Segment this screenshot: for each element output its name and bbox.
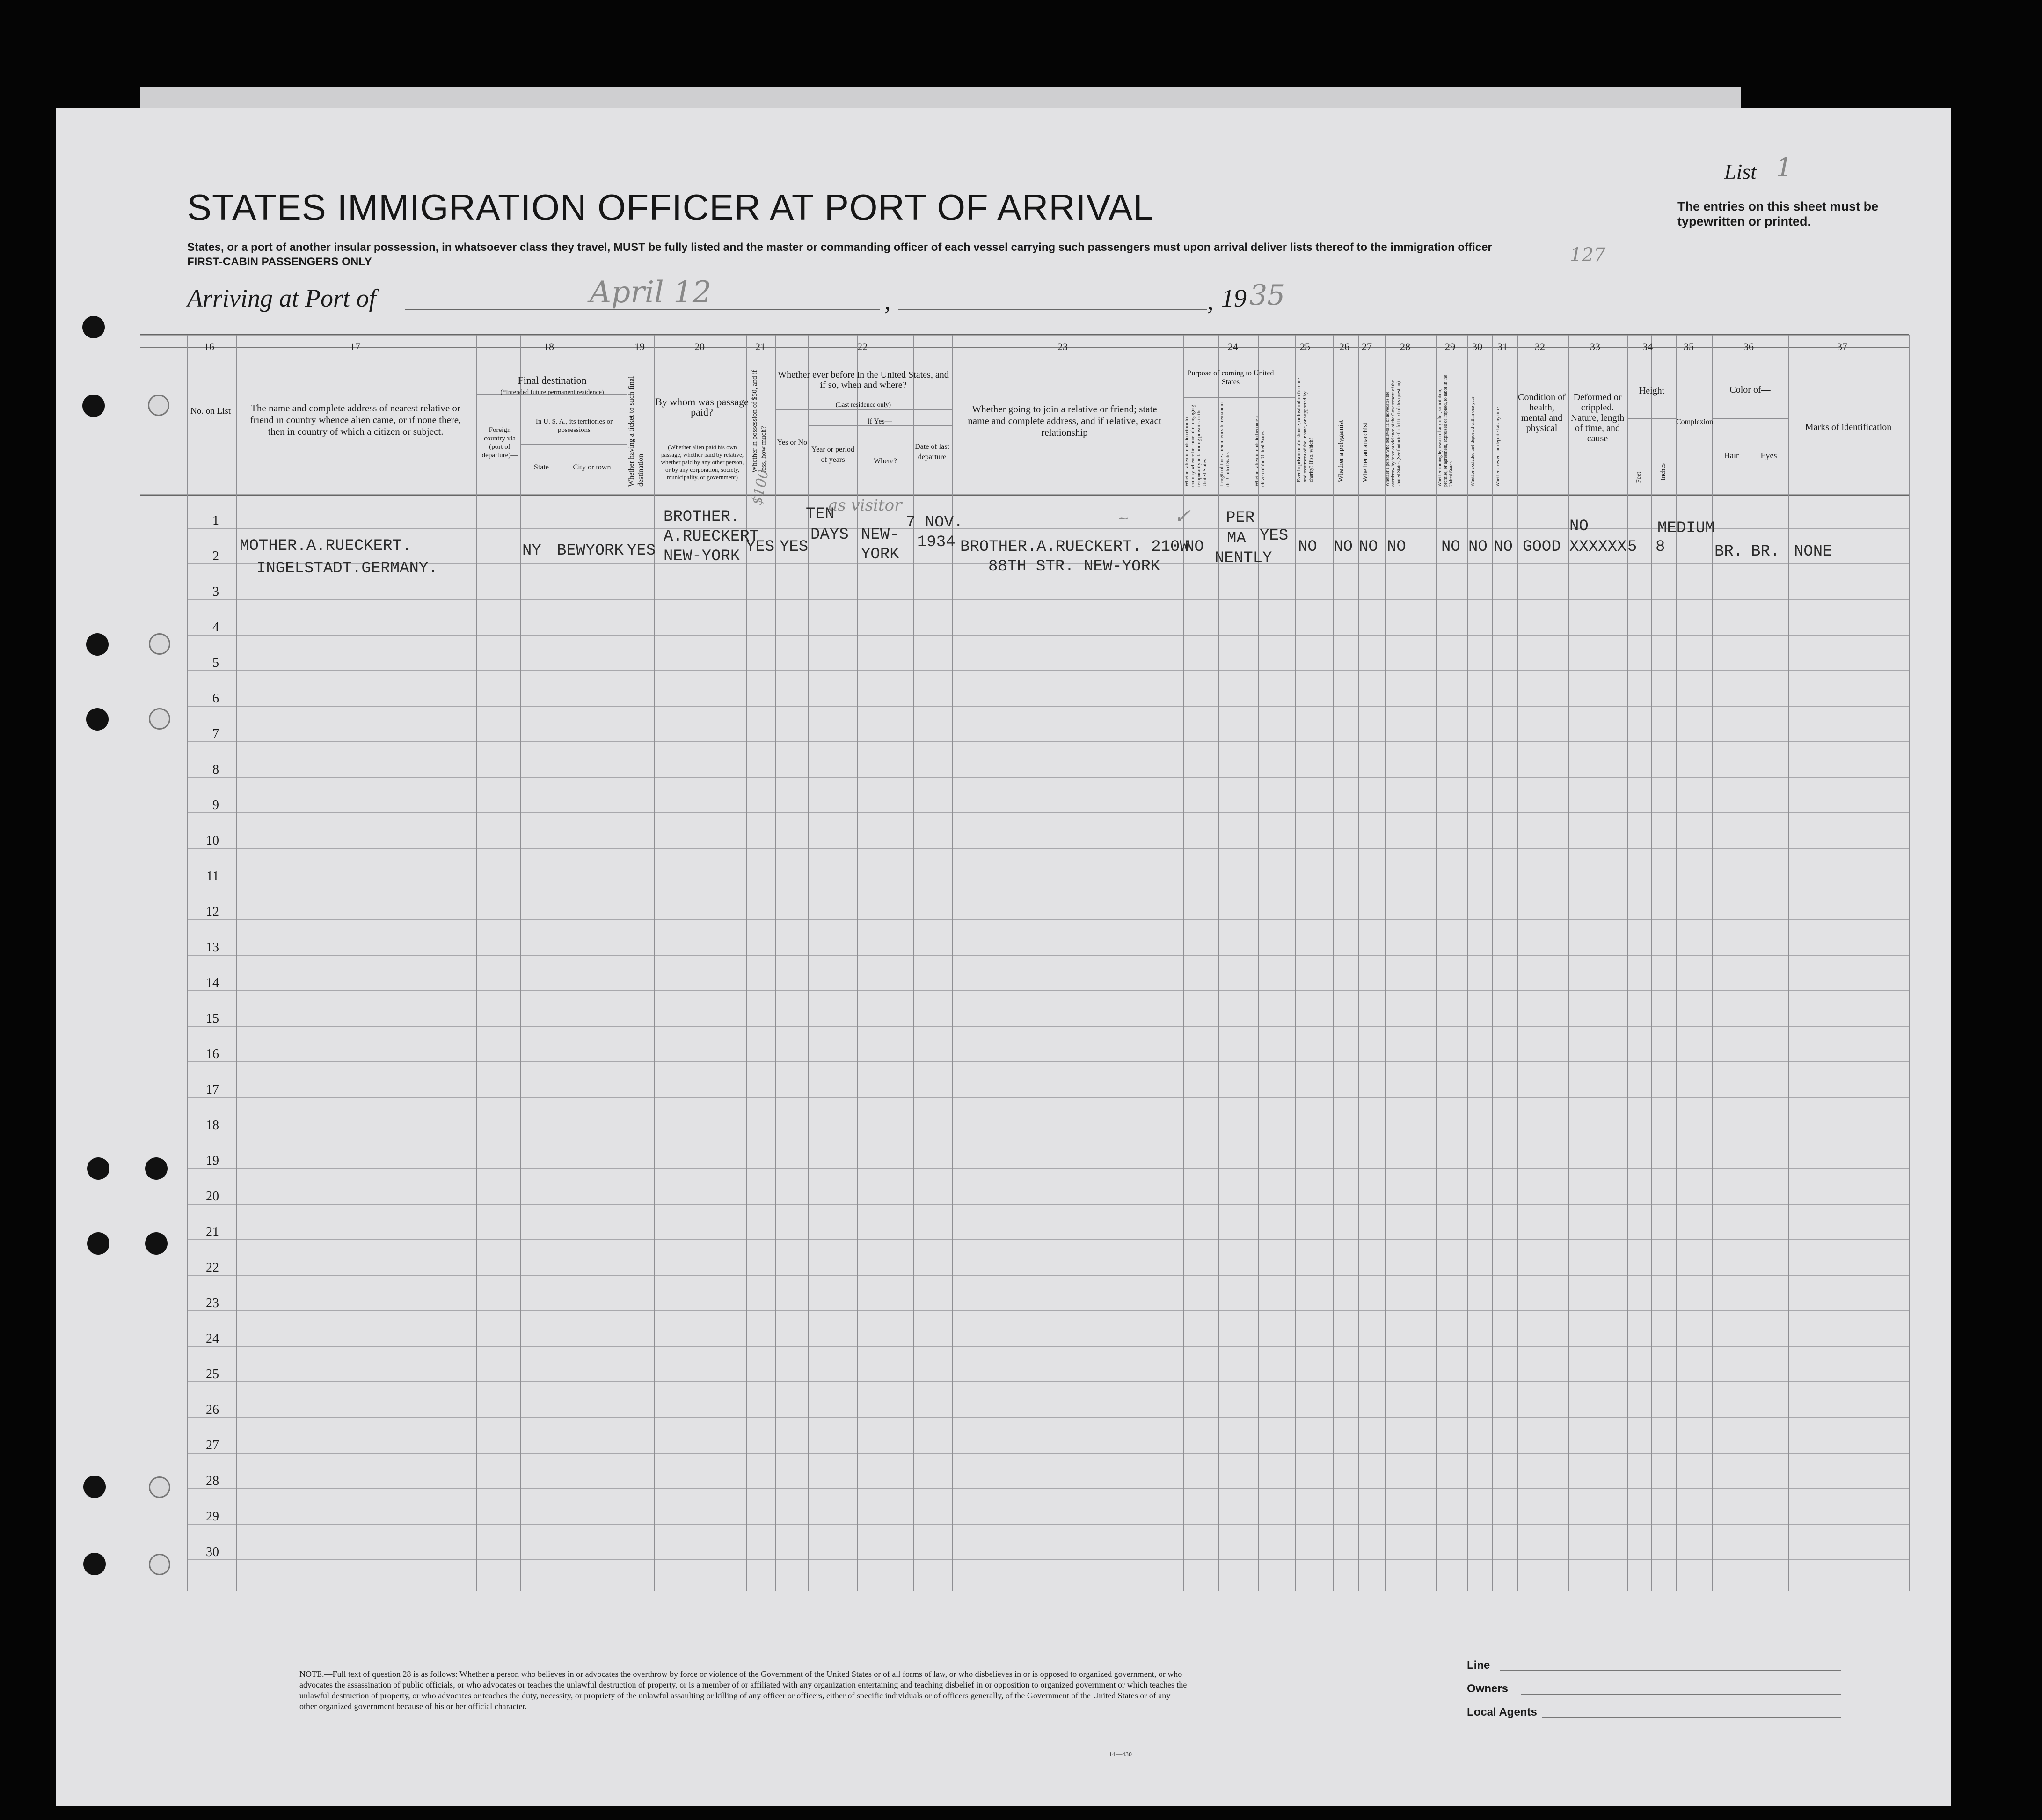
header-feet: Feet — [1635, 472, 1642, 483]
row-number: 12 — [206, 905, 219, 919]
column-number: 25 — [1300, 341, 1310, 352]
entry-inches: 8 — [1655, 538, 1665, 556]
row-number: 5 — [212, 656, 219, 670]
column-number: 28 — [1400, 341, 1410, 352]
header-no-on-list: No. on List — [190, 406, 231, 416]
column-number: 23 — [1057, 341, 1068, 352]
column-number: 33 — [1590, 341, 1600, 352]
row-number: 2 — [212, 549, 219, 563]
footnote-q28: NOTE.—Full text of question 28 is as follows: Whether a person who believes in or advocates the overthrow by force or violence of the Government of the United States or of all forms of law, or who disbelieves in or is opposed to organized government, or who advocates the assassination of public officials, or who advocates or teaches the unlawful destruction of property, or is a member of or affiliated with any organization entertaining and teaching disbelief in or opposition to organized government or which teaches the unlawful destruction of property, or who advocates or teaches the duty, necessity, or propriety of the unlawful assaulting or killing of any officer or officers, either of specific individuals or of officers generally, of the Government of the United States or of any other organized government because of his or her official character. — [299, 1669, 1187, 1711]
header-q31: Whether arrested and deported at any time — [1495, 407, 1501, 487]
entry-period-note: as visitor — [828, 496, 902, 515]
column-number: 24 — [1228, 341, 1238, 352]
header-marks: Marks of identification — [1805, 422, 1892, 432]
entry-paid-line3: NEW-YORK — [664, 548, 740, 565]
column-number: 19 — [634, 341, 645, 352]
entry-relative-line2: INGELSTADT.GERMANY. — [256, 560, 438, 577]
header-year-period: Year or period of years — [811, 446, 854, 464]
header-anarchist: Whether an anarchist — [1362, 422, 1369, 482]
header-purpose: Purpose of coming to United States — [1187, 369, 1274, 386]
binder-hole — [145, 1232, 168, 1255]
row-number: 6 — [212, 691, 219, 706]
entry-c25: NO — [1298, 538, 1317, 556]
column-number: 17 — [350, 341, 360, 352]
instruction-text: States, or a port of another insular possession, in whatsoever class they travel, MUST be fully listed and the master or commanding officer of each vessel carrying such passengers must upon arrival deliver lists thereof to the immigration officer — [187, 241, 1492, 254]
arrival-date: April 12 — [590, 275, 712, 310]
owners-label: Owners — [1467, 1682, 1509, 1695]
header-foreign-country: Foreign country via (port of departure)— — [481, 426, 518, 459]
row-number: 1 — [212, 513, 219, 528]
header-last-departure: Date of last departure — [915, 443, 949, 461]
header-purpose-c: Whether alien intends to become a citizen of the United States — [1254, 415, 1266, 487]
year-comma: , — [1207, 287, 1214, 315]
binder-hole — [149, 1554, 170, 1575]
year-suffix: 35 — [1249, 279, 1285, 312]
row-number: 9 — [212, 798, 219, 812]
list-number: 1 — [1776, 153, 1793, 183]
header-q29: Whether coming by reason of any offer, solicitation, promise, or agreement, expressed or implied, to labor in the United States — [1437, 375, 1454, 487]
entry-complexion: MEDIUM — [1657, 519, 1715, 537]
entry-c31: NO — [1494, 538, 1513, 556]
column-number: 35 — [1684, 341, 1694, 352]
entry-purpose-b-line1: PER — [1226, 509, 1255, 527]
header-going-to-relative: Whether going to join a relative or friend; state name and complete address, and if relative, exact relationship — [968, 403, 1161, 438]
entry-c26: NO — [1334, 538, 1353, 556]
entry-joining-line2: 88TH STR. NEW-YORK — [988, 558, 1160, 576]
header-final-destination: Final destination — [518, 374, 587, 386]
column-number: 34 — [1642, 341, 1653, 352]
header-deformed: Deformed or crippled. Nature, length of time, and cause — [1570, 392, 1625, 444]
row-number: 24 — [206, 1331, 219, 1346]
row-number: 26 — [206, 1403, 219, 1417]
header-purpose-a: Whether alien intends to return to country whence he came after engaging temporarily in laboring pursuits in the United States — [1184, 405, 1208, 487]
binder-hole — [82, 395, 105, 417]
header-relative: The name and complete address of nearest relative or friend in country whence alien came, or if none there, then in country of which a citizen or subject. — [250, 402, 461, 437]
binder-hole — [86, 708, 109, 731]
row-number: 22 — [206, 1260, 219, 1275]
entry-money-note: $100 — [749, 468, 773, 507]
form-number: 14—430 — [1109, 1751, 1132, 1758]
header-passage-note: (Whether alien paid his own passage, whether paid by relative, whether paid by any other person, or by any corporation, society, municipality, or government) — [661, 444, 744, 481]
column-number: 32 — [1535, 341, 1545, 352]
class-line: FIRST-CABIN PASSENGERS ONLY — [187, 256, 372, 268]
column-number: 21 — [755, 341, 766, 352]
entry-where-line2: YORK — [861, 546, 899, 563]
row-number: 23 — [206, 1296, 219, 1310]
row-number: 20 — [206, 1189, 219, 1204]
binder-hole — [86, 633, 109, 656]
entry-period-line2: DAYS — [810, 526, 849, 544]
entry-departure-line2: 1934 — [917, 534, 955, 551]
entry-purpose-c: YES — [1260, 527, 1289, 545]
column-number: 36 — [1743, 341, 1754, 352]
entry-deformed-line2: XXXXXX — [1569, 538, 1627, 556]
header-eyes: Eyes — [1760, 451, 1777, 460]
typewritten-note: The entries on this sheet must be typewritten or printed. — [1677, 199, 1879, 228]
entry-deformed-line1: NO — [1569, 518, 1589, 535]
header-complexion: Complexion — [1676, 418, 1714, 426]
binder-hole — [83, 1553, 106, 1575]
entry-city: BEWYORK — [557, 542, 624, 560]
row-number: 16 — [206, 1047, 219, 1061]
column-number: 30 — [1472, 341, 1482, 352]
header-money: Whether in possession of $50, and if less, how much? — [751, 370, 767, 473]
entry-joining-line1: BROTHER.A.RUECKERT. 210W — [960, 538, 1189, 556]
column-number: 31 — [1497, 341, 1508, 352]
initials-mark: ~ — [1117, 510, 1130, 526]
header-before-us: Whether ever before in the United States, and if so, when and where? — [778, 370, 949, 390]
entry-purpose-b-line3: NENTLY — [1215, 549, 1272, 567]
row-number: 10 — [206, 833, 219, 848]
year-prefix: 19 — [1221, 284, 1247, 312]
row-number: 8 — [212, 762, 219, 777]
header-polygamist: Whether a polygamist — [1337, 420, 1345, 482]
binder-hole — [87, 1232, 109, 1255]
entry-c27: NO — [1359, 538, 1378, 556]
entry-state: NY — [522, 542, 541, 560]
header-height: Height — [1639, 386, 1665, 396]
entry-purpose-b-line2: MA — [1227, 530, 1246, 548]
row-number: 13 — [206, 940, 219, 955]
row-number: 7 — [212, 727, 219, 741]
column-number: 16 — [204, 341, 214, 352]
entry-marks: NONE — [1794, 543, 1832, 561]
binder-hole — [149, 708, 170, 730]
header-where: Where? — [874, 457, 897, 465]
entry-ticket: YES — [627, 542, 656, 560]
entry-before-yes: YES — [780, 538, 809, 556]
row-number: 11 — [206, 869, 219, 884]
header-in-usa: In U. S. A., its territories or possessions — [535, 418, 613, 434]
entry-feet: 5 — [1627, 538, 1637, 556]
row-number: 19 — [206, 1154, 219, 1168]
header-city: City or town — [573, 463, 611, 471]
page-title: STATES IMMIGRATION OFFICER AT PORT OF ARRIVAL — [187, 187, 1154, 228]
header-ticket: Whether having a ticket to such final destination — [627, 376, 645, 487]
row-number: 29 — [206, 1509, 219, 1524]
column-number: 29 — [1445, 341, 1455, 352]
entry-purpose-a: NO — [1185, 538, 1204, 556]
header-state: State — [534, 463, 549, 471]
entry-eyes: BR. — [1751, 543, 1780, 561]
binder-hole — [149, 633, 170, 655]
row-number: 21 — [206, 1225, 219, 1239]
header-q28: Whether a person who believes in or advocates the overthrow by force or violence of the Government of the United States (See footnote for full text of this question) — [1385, 380, 1401, 487]
binder-hole — [87, 1157, 109, 1180]
binder-hole — [149, 1476, 170, 1498]
entry-where-line1: NEW- — [861, 526, 899, 544]
row-number: 3 — [212, 585, 219, 599]
row-number: 14 — [206, 976, 219, 990]
header-prison: Ever in prison or almshouse, or institution for care and treatment of the insane, or supported by charity? If so, which? — [1296, 378, 1314, 482]
header-if-yes: If Yes— — [867, 417, 892, 425]
header-yes-no: Yes or No — [777, 439, 808, 446]
column-number: 27 — [1362, 341, 1372, 352]
header-inches: Inches — [1660, 463, 1667, 481]
row-number: 30 — [206, 1545, 219, 1559]
row-number: 27 — [206, 1438, 219, 1453]
entry-relative-line1: MOTHER.A.RUECKERT. — [240, 537, 412, 555]
margin-mark: 127 — [1570, 244, 1606, 266]
list-label: List — [1724, 160, 1757, 183]
entry-paid-line1: BROTHER. — [664, 508, 740, 526]
header-q30: Whether excluded and deported within one year — [1470, 396, 1475, 487]
entry-paid-line2: A.RUECKERT — [664, 528, 759, 546]
column-number: 26 — [1339, 341, 1349, 352]
row-number: 28 — [206, 1474, 219, 1488]
binder-hole — [83, 1476, 106, 1498]
entry-departure-line1: 7 NOV. — [906, 514, 963, 532]
header-hair: Hair — [1724, 451, 1739, 460]
line-label: Line — [1467, 1659, 1490, 1672]
entry-money: YES — [746, 538, 775, 556]
header-condition: Condition of health, mental and physical — [1518, 392, 1566, 433]
entry-c29: NO — [1441, 538, 1460, 556]
entry-hair: BR. — [1714, 543, 1743, 561]
row-number: 18 — [206, 1118, 219, 1133]
row-number: 15 — [206, 1011, 219, 1026]
column-number: 22 — [857, 341, 868, 352]
local-agents-label: Local Agents — [1467, 1706, 1537, 1718]
entry-condition: GOOD — [1523, 538, 1561, 556]
binder-hole — [148, 395, 169, 416]
arriving-label: Arriving at Port of — [187, 284, 376, 312]
binder-hole — [145, 1157, 168, 1180]
header-purpose-b: Length of time alien intends to remain in the United States — [1219, 402, 1231, 487]
date-comma: , — [884, 287, 891, 315]
entry-c30: NO — [1468, 538, 1488, 556]
column-number: 20 — [694, 341, 705, 352]
row-number: 4 — [212, 620, 219, 635]
entry-period-line1: TEN — [806, 505, 835, 523]
row-number: 25 — [206, 1367, 219, 1381]
header-color-of: Color of— — [1729, 385, 1771, 395]
column-number: 18 — [544, 341, 554, 352]
binder-hole — [82, 316, 105, 338]
header-final-destination-note: (*Intended future permanent residence) — [500, 389, 604, 396]
row-number: 17 — [206, 1082, 219, 1097]
entry-c28: NO — [1387, 538, 1406, 556]
check-mark: ✓ — [1174, 504, 1191, 528]
header-passage-paid: By whom was passage paid? — [655, 396, 749, 418]
column-number: 37 — [1837, 341, 1847, 352]
header-before-us-note: (Last residence only) — [835, 402, 891, 409]
